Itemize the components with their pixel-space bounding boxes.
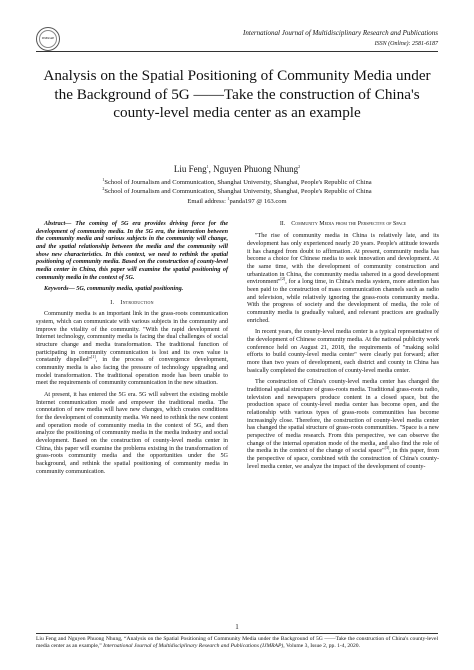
paragraph: At present, it has entered the 5G era. 5G will subvert the existing mobile Internet communication mode and empower the traditional media. The connotation of new media will have new changes, which creates conditions for the development of community media. We need to rethink the new content and operation mode of community media in the context of 5G, and then analyze the positioning of community media in the media industry and social development. Based on the construction of county-level media center in China, this paper will examine the problems existing in the transformation of grass-roots community media and the opportunities under the 5G background, and rethink the spatial positioning of community media in community communication. — [36, 391, 228, 475]
keywords — [36, 286, 228, 294]
section-heading-introduction: I. Introduction — [110, 299, 154, 306]
paragraph-text: , in the process of convergence development, community media is also facing the pressure of technology upgrading and model transformation. The traditional operation mode has been unable to meet the requirements of community communication in the new situation. — [36, 357, 228, 387]
email-label: Email address: — [187, 198, 228, 205]
email-mark: 1 — [227, 195, 230, 201]
abstract-text: The coming of 5G era provides driving force for the development of community media. In the 5G era, the interaction between the community media and various subjects in the community will change, and the spatial relationship between the media and the community will show new characteristics. In this context, we need to rethink the spatial positioning of community media. Based on the construction of county-level media center in China, this paper will examine the spatial positioning of community media in the context of 5G. — [36, 221, 228, 281]
reference-mark[interactable]: [2] — [280, 276, 286, 282]
keywords-text: 5G, community media, spatial positioning. — [76, 286, 184, 293]
paragraph-text: "The rise of community media in China is relatively late, and its development has only experienced nearly 20 years. People's attitude towards it has changed from doubt to affirmation. At present, community media has become a choice for Chinese media to seek innovation and development. At the same time, with the development of community construction and urbanization in China, the community media ushered in a good development environment" — [247, 233, 439, 286]
author-1-mark: 1 — [206, 164, 209, 169]
footer-rule — [36, 633, 438, 634]
left-column — [36, 221, 228, 480]
email-address[interactable]: panda197 @ 163.com — [229, 198, 287, 205]
author-2: Nguyen Phuong Nhung — [213, 164, 299, 174]
paragraph-text: , in this paper, from the perspective of space, combined with the construction of China's county-level media center, we analyze the impact of the development of county- — [247, 448, 440, 470]
header-rule — [36, 51, 438, 52]
paper-title: Analysis on the Spatial Positioning of Community Media under the Background of 5G ——Take the construction of China's county-level media center as an example — [43, 67, 431, 122]
footer-citation — [36, 636, 438, 650]
reference-mark[interactable]: [3] — [384, 445, 390, 451]
journal-logo-text: IJMRAP — [39, 30, 57, 48]
paragraph — [36, 311, 228, 388]
paragraph — [247, 379, 439, 471]
citation-text: Liu Feng and Nguyen Phuong Nhung, “Analysis on the Spatial Positioning of Community Media under the Background of 5G ——Take the construction of China's county-level media center as an example,” — [36, 636, 438, 649]
affiliation-1 — [36, 176, 438, 186]
paragraph-text: Community media is an important link in the grass-roots communication system, which can communicate with various subjects in the community and improve the vitality of the community. "With the rapid development of Internet technology, community media is facing the dual challenges of social structure change and media transformation. The traditional function of participating in community communication is lost and its own value is constantly dispelled" — [36, 311, 228, 364]
citation-journal: International Journal of Multidisciplinary Research and Publications (IJMRAP) — [103, 642, 284, 649]
issn: ISSN (Online): 2581-6187 — [374, 41, 438, 47]
affiliation-2 — [36, 185, 438, 195]
affiliation-2-text: School of Journalism and Communication, Shanghai University, Shanghai, People's Republic of China — [104, 188, 372, 195]
paragraph — [247, 233, 439, 325]
reference-mark[interactable]: [1] — [91, 354, 96, 360]
citation-tail: , Volume 3, Issue 2, pp. 1-4, 2020. — [283, 642, 360, 649]
journal-name: International Journal of Multidisciplinary Research and Publications — [243, 29, 438, 37]
paragraph: In recent years, the county-level media center is a typical representative of the development of Chinese community media. At the national publicity work conference held on August 21, 2018, the requirements of "making solid efforts to build county-level media center" were clearly put forward; after more than two years of development, each district and county in China has basically completed the construction of county-level media center. — [247, 329, 439, 374]
author-2-mark: 2 — [298, 164, 301, 169]
keywords-label: Keywords— — [44, 286, 77, 293]
paragraph-text: The construction of China's county-level media center has changed the traditional spatial structure of grass-roots media. Traditional grass-roots radio, television and newspapers produce content in a closed space, but the production space of county-level media center has become open, and the relationship with various types of grass-roots communities has become increasingly close. Therefore, the construction of county-level media center has changed the spatial structure of grass-roots communities. "Space is a new perspective of media research. From this perspective, we can observe the change of the internal operation mode of the media, and also find the role of the media in the context of the change of social space" — [247, 379, 439, 455]
affiliation-1-mark: 1 — [102, 176, 105, 182]
author-1: Liu Feng — [173, 164, 207, 174]
right-column — [247, 221, 439, 475]
section-heading-space: II. Community Media from the Perspective of Space — [279, 221, 407, 227]
authors — [36, 164, 438, 174]
abstract-label: Abstract— — [44, 221, 76, 227]
affiliation-1-text: School of Journalism and Communication, Shanghai University, Shanghai, People's Republic of China — [104, 179, 372, 186]
journal-logo — [36, 27, 60, 51]
abstract — [36, 221, 228, 282]
paragraph-text: , for a long time, in China's media system, more attention has been paid to the construction of mass communication channels such as radio and television, while relatively ignoring the grass-roots community media. With the progress of society and the development of media, the role of community media is gradually valued, and relevant practices are gradually enriched. — [247, 279, 439, 324]
email-line — [36, 195, 438, 205]
page-number: 1 — [235, 623, 239, 631]
affiliation-2-mark: 2 — [102, 185, 105, 191]
author-separator: , — [208, 164, 214, 174]
